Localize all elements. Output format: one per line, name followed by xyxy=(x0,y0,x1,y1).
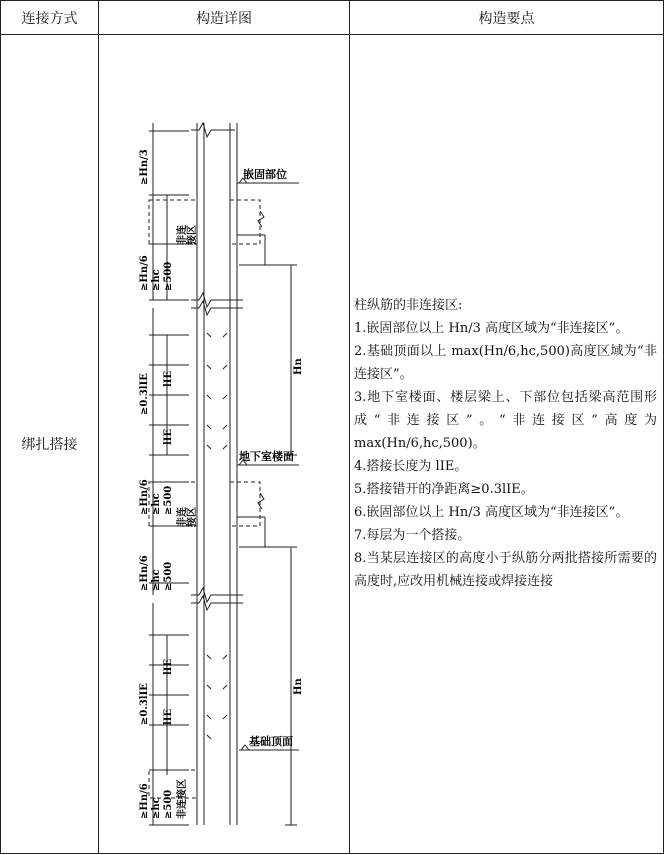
label-foundation-top: 基础顶面 xyxy=(249,735,293,748)
dim-500-4: ≥500 xyxy=(163,789,174,819)
header-detail-drawing: 构造详图 xyxy=(99,1,350,35)
header-key-points: 构造要点 xyxy=(350,1,664,35)
dim-hn6-2: ≥Hn/6 xyxy=(139,479,150,515)
dim-le-2: lIE xyxy=(163,428,174,445)
notes-list xyxy=(350,294,663,593)
connection-method: 绑扎搭接 xyxy=(21,437,78,453)
dim-le-3: lIE xyxy=(163,658,174,675)
notes-cell xyxy=(350,35,664,854)
dim-hc-1: ≥hc xyxy=(151,269,162,291)
note-item-1: 1.嵌固部位以上 Hn/3 高度区域为“非连接区”。 xyxy=(354,320,629,336)
note-item-8: 8.当某层连接区的高度小于纵筋分两批搭接所需要的高度时,应改用机械连接或焊接连接 xyxy=(354,550,657,589)
dim-le-4: lIE xyxy=(163,708,174,725)
notes-intro: 柱纵筋的非连接区: xyxy=(354,297,463,313)
dim-03le-1: ≥0.3lIE xyxy=(139,373,150,415)
dim-hc-4: ≥hc xyxy=(151,797,162,819)
dim-500-2: ≥500 xyxy=(163,485,174,515)
content-row xyxy=(1,35,664,854)
note-item-7: 7.每层为一个搭接。 xyxy=(354,527,471,543)
dim-hn3-top: ≥Hn/3 xyxy=(139,149,150,185)
note-item-2: 2.基础顶面以上 max(Hn/6,hc,500)高度区域为“非连接区”。 xyxy=(354,343,657,382)
header-row xyxy=(1,1,664,35)
nonlap-zone-1-line1: 非连 xyxy=(177,225,188,245)
label-basement-floor: 地下室楼面 xyxy=(239,450,294,463)
note-item-6: 6.嵌固部位以上 Hn/3 高度区域为“非连接区”。 xyxy=(354,504,629,520)
dim-Hn-2: Hn xyxy=(293,678,304,695)
nonlap-zone-2-line2: 接区 xyxy=(187,507,198,527)
header-connection-method: 连接方式 xyxy=(1,1,99,35)
dim-hn6-4: ≥Hn/6 xyxy=(139,783,150,819)
dim-hn6-3: ≥Hn/6 xyxy=(139,555,150,591)
dim-le-1: lIE xyxy=(163,370,174,387)
nonlap-zone-1-line2: 接区 xyxy=(187,225,198,245)
note-item-4: 4.搭接长度为 lIE。 xyxy=(354,458,468,474)
dim-hc-2: ≥hc xyxy=(151,493,162,515)
note-item-3: 3.地下室楼面、楼层梁上、下部位包括梁高范围形成“非连接区”。“非连接区”高度为 max(Hn/6,hc,500)。 xyxy=(354,389,657,451)
dim-500-3: ≥500 xyxy=(163,561,174,591)
dim-hc-3: ≥hc xyxy=(151,569,162,591)
dim-hn6-1: ≥Hn/6 xyxy=(139,255,150,291)
dim-Hn-1: Hn xyxy=(293,358,304,375)
label-embed-position: 嵌固部位 xyxy=(243,168,287,181)
diagram-cell xyxy=(99,35,350,854)
nonlap-zone-2-line1: 非连 xyxy=(177,507,188,527)
lap-splice-diagram xyxy=(99,35,350,855)
connection-method-cell xyxy=(1,35,99,854)
dim-500-1: ≥500 xyxy=(163,261,174,291)
nonlap-zone-3: 非连接区 xyxy=(177,779,188,819)
dim-03le-2: ≥0.3lIE xyxy=(139,683,150,725)
note-item-5: 5.搭接错开的净距离≥0.3lIE。 xyxy=(354,481,534,497)
